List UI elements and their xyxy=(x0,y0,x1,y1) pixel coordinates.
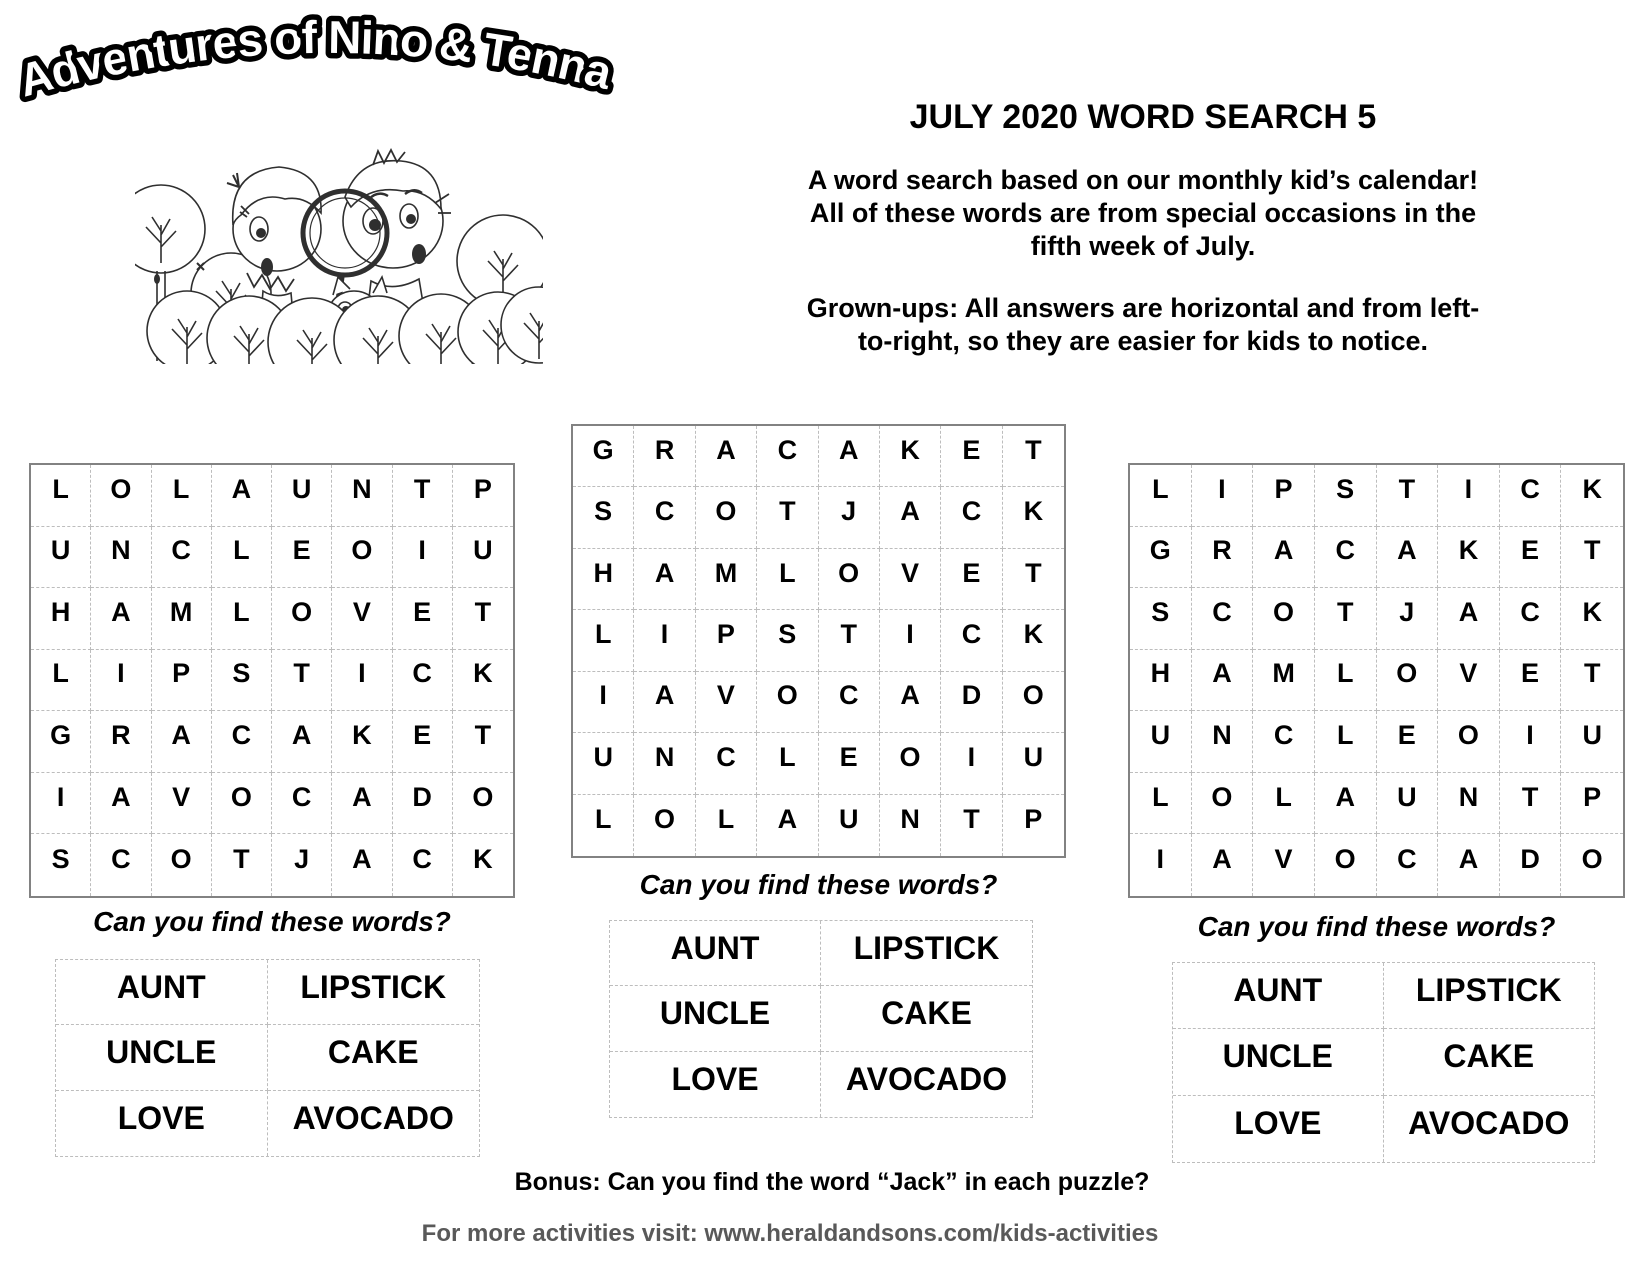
grid-letter: E xyxy=(1500,527,1562,589)
grid-letter: P xyxy=(152,650,212,712)
logo-text: Adventures of Nino & Tenna xyxy=(12,10,617,107)
grid-letter: A xyxy=(212,465,272,527)
grid-letter: R xyxy=(1192,527,1254,589)
grid-letter: V xyxy=(880,549,941,610)
grid-letter: C xyxy=(152,527,212,589)
grid-letter: A xyxy=(696,426,757,487)
grid-letter: I xyxy=(1438,465,1500,527)
grid-letter: O xyxy=(819,549,880,610)
grid-letter: J xyxy=(272,834,332,896)
intro-line: All of these words are from special occasions in the xyxy=(809,198,1477,228)
page-title: JULY 2020 WORD SEARCH 5 xyxy=(909,98,1377,136)
note-line: Grown-ups: All answers are horizontal and from left- xyxy=(806,293,1480,323)
grid-letter: O xyxy=(1377,650,1439,712)
grid-letter: L xyxy=(573,610,634,671)
word-item: LOVE xyxy=(610,1052,821,1117)
grid-letter: C xyxy=(634,487,695,548)
word-item: LOVE xyxy=(56,1091,268,1156)
grid-letter: P xyxy=(1561,773,1623,835)
puzzle-caption: Can you find these words? xyxy=(93,906,451,937)
grid-letter: C xyxy=(941,610,1002,671)
footer-url-line: For more activities visit: www.heraldandsons.com/kids-activities xyxy=(421,1220,1159,1247)
grid-letter: H xyxy=(31,588,91,650)
grid-letter: I xyxy=(332,650,392,712)
grid-letter: A xyxy=(634,549,695,610)
grid-letter: O xyxy=(634,795,695,856)
grid-letter: K xyxy=(1438,527,1500,589)
grid-letter: K xyxy=(453,650,513,712)
grid-letter: A xyxy=(880,672,941,733)
grid-letter: L xyxy=(1130,465,1192,527)
grid-letter: P xyxy=(696,610,757,671)
grid-letter: L xyxy=(31,650,91,712)
grid-letter: O xyxy=(1192,773,1254,835)
grid-letter: J xyxy=(819,487,880,548)
word-item: AVOCADO xyxy=(1408,1104,1570,1141)
grid-letter: S xyxy=(212,650,272,712)
grid-letter: L xyxy=(31,465,91,527)
grid-letter: O xyxy=(152,834,212,896)
grid-letter: L xyxy=(696,795,757,856)
grid-letter: C xyxy=(272,773,332,835)
puzzle-caption: Can you find these words? xyxy=(1197,911,1556,942)
grid-letter: I xyxy=(573,672,634,733)
kids-searching-illustration xyxy=(135,110,543,364)
grid-letter: L xyxy=(757,733,818,794)
grid-letter: E xyxy=(941,549,1002,610)
grid-letter: P xyxy=(453,465,513,527)
grid-letter: N xyxy=(332,465,392,527)
intro-paragraph xyxy=(743,164,1543,263)
grid-letter: S xyxy=(573,487,634,548)
grid-letter: N xyxy=(1192,711,1254,773)
grid-letter: A xyxy=(1315,773,1377,835)
grid-letter: P xyxy=(1253,465,1315,527)
grid-letter: K xyxy=(1561,588,1623,650)
grid-letter: E xyxy=(1500,650,1562,712)
grid-letter: M xyxy=(1253,650,1315,712)
word-item: UNCLE xyxy=(610,986,821,1051)
grid-letter: T xyxy=(757,487,818,548)
intro-line: fifth week of July. xyxy=(1030,231,1256,261)
word-grid xyxy=(1128,463,1625,898)
grid-letter: G xyxy=(1130,527,1192,589)
grid-letter: C xyxy=(393,834,453,896)
grid-letter: T xyxy=(819,610,880,671)
grid-letter: T xyxy=(212,834,272,896)
grid-letter: O xyxy=(696,487,757,548)
grid-letter: C xyxy=(941,487,1002,548)
grid-letter: U xyxy=(1377,773,1439,835)
word-item: UNCLE xyxy=(1173,1029,1384,1095)
grid-letter: L xyxy=(1315,711,1377,773)
grid-letter: A xyxy=(1192,650,1254,712)
grid-letter: L xyxy=(573,795,634,856)
grid-letter: T xyxy=(1500,773,1562,835)
grid-letter: U xyxy=(453,527,513,589)
word-item: LIPSTICK xyxy=(821,921,1032,986)
grid-letter: A xyxy=(1192,834,1254,896)
grid-letter: U xyxy=(1130,711,1192,773)
grid-letter: L xyxy=(212,588,272,650)
word-item: AUNT xyxy=(1173,963,1384,1029)
grid-letter: S xyxy=(31,834,91,896)
grid-letter: A xyxy=(819,426,880,487)
grid-letter: O xyxy=(757,672,818,733)
word-item: CAKE xyxy=(1384,1029,1595,1095)
grid-letter: I xyxy=(31,773,91,835)
grid-letter: C xyxy=(1500,588,1562,650)
intro-line: A word search based on our monthly kid’s calendar! xyxy=(807,165,1479,195)
grid-letter: N xyxy=(880,795,941,856)
grid-letter: I xyxy=(1130,834,1192,896)
grid-letter: L xyxy=(1130,773,1192,835)
grid-letter: K xyxy=(1561,465,1623,527)
word-item: AVOCADO xyxy=(845,1060,1008,1097)
bonus-question: Bonus: Can you find the word “Jack” in each puzzle? xyxy=(514,1168,1150,1196)
grid-letter: O xyxy=(91,465,151,527)
grid-letter: C xyxy=(1377,834,1439,896)
grid-letter: A xyxy=(1377,527,1439,589)
grid-letter: T xyxy=(1561,650,1623,712)
grid-letter: I xyxy=(1192,465,1254,527)
grid-letter: S xyxy=(1130,588,1192,650)
grid-letter: R xyxy=(634,426,695,487)
grid-letter: H xyxy=(573,549,634,610)
grid-letter: A xyxy=(634,672,695,733)
grid-letter: O xyxy=(453,773,513,835)
grid-letter: A xyxy=(332,834,392,896)
word-grid xyxy=(571,424,1066,858)
grid-letter: O xyxy=(272,588,332,650)
grid-letter: U xyxy=(272,465,332,527)
grid-letter: I xyxy=(91,650,151,712)
grownups-note xyxy=(743,292,1543,358)
grid-letter: L xyxy=(1253,773,1315,835)
word-item: AUNT xyxy=(56,960,268,1025)
grid-letter: M xyxy=(696,549,757,610)
grid-letter: O xyxy=(1315,834,1377,896)
grid-letter: K xyxy=(880,426,941,487)
header xyxy=(743,98,1543,358)
grid-letter: V xyxy=(1253,834,1315,896)
grid-letter: C xyxy=(696,733,757,794)
word-list xyxy=(609,920,1033,1118)
grid-letter: E xyxy=(819,733,880,794)
grid-letter: V xyxy=(696,672,757,733)
grid-letter: A xyxy=(332,773,392,835)
grid-letter: O xyxy=(1581,843,1603,874)
puzzle-caption: Can you find these words? xyxy=(639,869,998,900)
grid-letter: E xyxy=(1377,711,1439,773)
grid-letter: N xyxy=(1438,773,1500,835)
grid-letter: M xyxy=(152,588,212,650)
grid-letter: I xyxy=(1500,711,1562,773)
grid-letter: O xyxy=(212,773,272,835)
grid-letter: V xyxy=(152,773,212,835)
grid-letter: C xyxy=(1192,588,1254,650)
note-line: to-right, so they are easier for kids to notice. xyxy=(857,326,1429,356)
word-item: LIPSTICK xyxy=(268,960,480,1025)
grid-letter: T xyxy=(1561,527,1623,589)
grid-letter: A xyxy=(91,588,151,650)
grid-letter: O xyxy=(1438,711,1500,773)
grid-letter: T xyxy=(393,465,453,527)
grid-letter: E xyxy=(393,588,453,650)
word-list xyxy=(1172,962,1595,1163)
grid-letter: I xyxy=(634,610,695,671)
grid-letter: O xyxy=(1253,588,1315,650)
grid-letter: K xyxy=(1003,487,1064,548)
grid-letter: L xyxy=(1315,650,1377,712)
word-item: LIPSTICK xyxy=(1384,963,1595,1029)
grid-letter: C xyxy=(1500,465,1562,527)
grid-letter: O xyxy=(332,527,392,589)
grid-letter: T xyxy=(941,795,1002,856)
grid-letter: P xyxy=(1024,803,1043,834)
grid-letter: C xyxy=(212,711,272,773)
grid-letter: I xyxy=(880,610,941,671)
grid-letter: A xyxy=(1253,527,1315,589)
grid-letter: O xyxy=(1003,672,1064,733)
grid-letter: E xyxy=(393,711,453,773)
grid-letter: U xyxy=(31,527,91,589)
grid-letter: T xyxy=(453,588,513,650)
grid-letter: T xyxy=(1003,426,1064,487)
grid-letter: I xyxy=(393,527,453,589)
grid-letter: O xyxy=(880,733,941,794)
grid-letter: D xyxy=(941,672,1002,733)
boy xyxy=(343,150,451,315)
svg-text:Adventures of Nino & Tenna xyxy=(13,11,618,107)
grid-letter: A xyxy=(880,487,941,548)
grid-letter: K xyxy=(332,711,392,773)
grid-letter: S xyxy=(1315,465,1377,527)
grid-letter: U xyxy=(819,795,880,856)
grid-letter: H xyxy=(1130,650,1192,712)
grid-letter: C xyxy=(819,672,880,733)
grid-letter: A xyxy=(152,711,212,773)
word-item: LOVE xyxy=(1173,1096,1384,1162)
word-item: UNCLE xyxy=(56,1025,268,1090)
grid-letter: R xyxy=(91,711,151,773)
grid-letter: C xyxy=(1253,711,1315,773)
tree xyxy=(135,185,205,273)
word-item: CAKE xyxy=(268,1025,480,1090)
grid-letter: V xyxy=(1438,650,1500,712)
grid-letter: D xyxy=(1500,834,1562,896)
grid-letter: T xyxy=(453,711,513,773)
grid-letter: A xyxy=(91,773,151,835)
grid-letter: T xyxy=(1315,588,1377,650)
grid-letter: S xyxy=(757,610,818,671)
grid-letter: V xyxy=(332,588,392,650)
grid-letter: K xyxy=(1003,610,1064,671)
word-grid xyxy=(29,463,515,898)
grid-letter: I xyxy=(941,733,1002,794)
grid-letter: N xyxy=(634,733,695,794)
grid-letter: E xyxy=(272,527,332,589)
grid-letter: J xyxy=(1377,588,1439,650)
grid-letter: U xyxy=(573,733,634,794)
grid-letter: A xyxy=(757,795,818,856)
grid-letter: K xyxy=(473,843,493,874)
grid-letter: U xyxy=(1561,711,1623,773)
grid-letter: C xyxy=(91,834,151,896)
grid-letter: A xyxy=(1438,834,1500,896)
grid-letter: G xyxy=(573,426,634,487)
grid-letter: L xyxy=(757,549,818,610)
grid-letter: T xyxy=(272,650,332,712)
word-item: AVOCADO xyxy=(292,1099,454,1136)
grid-letter: D xyxy=(393,773,453,835)
grid-letter: T xyxy=(1377,465,1439,527)
nino-and-tenna-logo xyxy=(12,6,660,116)
grid-letter: N xyxy=(91,527,151,589)
grid-letter: L xyxy=(212,527,272,589)
grid-letter: A xyxy=(1438,588,1500,650)
word-item: CAKE xyxy=(821,986,1032,1051)
grid-letter: C xyxy=(393,650,453,712)
grid-letter: C xyxy=(1315,527,1377,589)
word-item: AUNT xyxy=(610,921,821,986)
word-list xyxy=(55,959,480,1157)
grid-letter: T xyxy=(1003,549,1064,610)
grid-letter: L xyxy=(152,465,212,527)
grid-letter: U xyxy=(1003,733,1064,794)
grid-letter: C xyxy=(757,426,818,487)
grid-letter: G xyxy=(31,711,91,773)
grid-letter: A xyxy=(272,711,332,773)
grid-letter: E xyxy=(941,426,1002,487)
